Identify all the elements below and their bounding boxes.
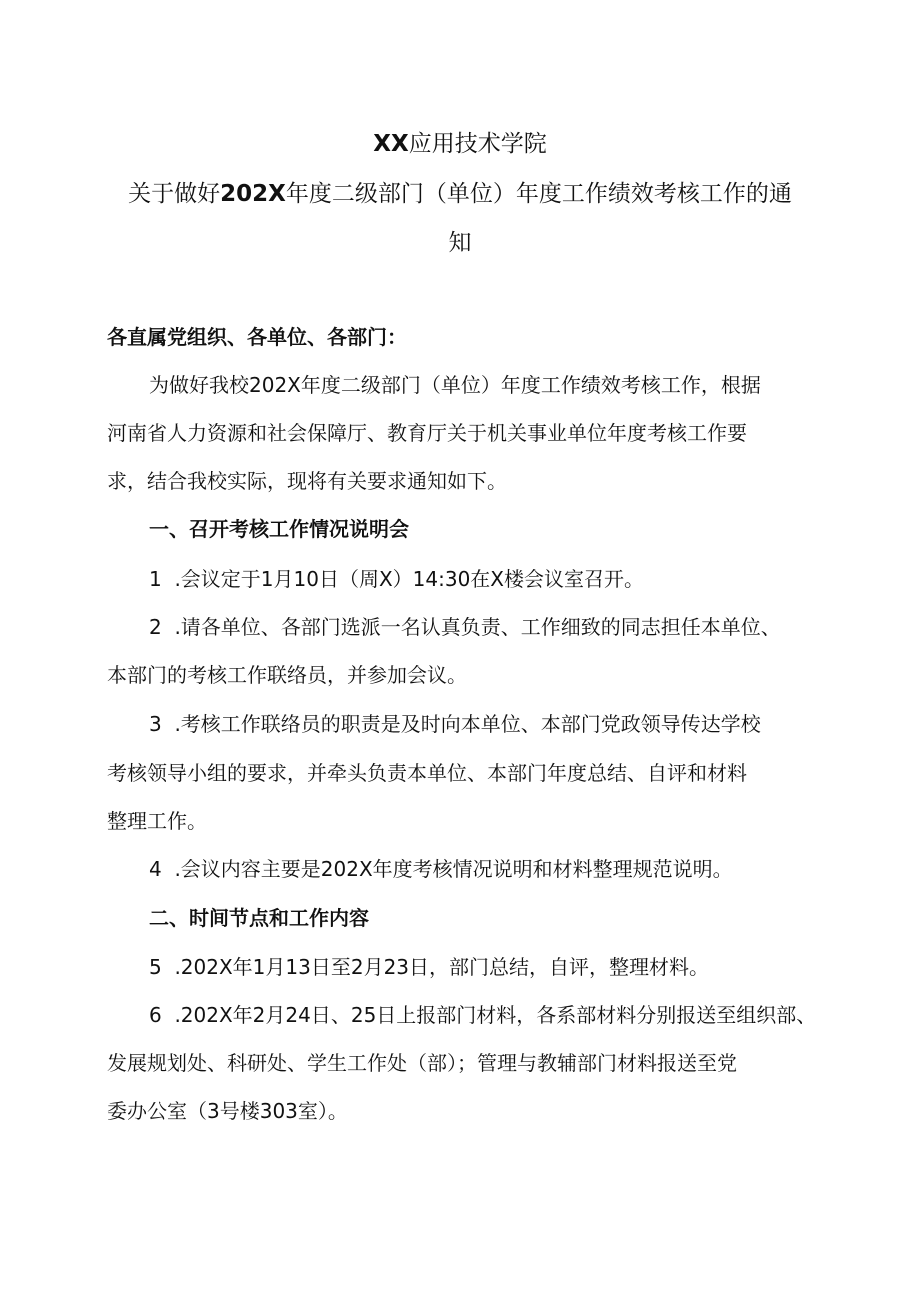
item-3-line-1: 3 .考核工作联络员的职责是及时向本单位、本部门党政领导传达学校 (149, 712, 761, 736)
document-title-line-1 (0, 129, 920, 159)
title-end: 知 (448, 230, 472, 256)
item-3-line-2: 考核领导小组的要求，并牵头负责本单位、本部门年度总结、自评和材料 (107, 761, 747, 785)
title-year: 202X (220, 181, 286, 207)
item-4-line-1: 4 .会议内容主要是202X年度考核情况说明和材料整理规范说明。 (149, 857, 733, 881)
section-heading-meeting: 一、召开考核工作情况说明会 (149, 517, 409, 541)
section-heading-timeline: 二、时间节点和工作内容 (149, 906, 369, 930)
item-6-line-3: 委办公室（3号楼303室）。 (107, 1099, 348, 1123)
title-prefix: 关于做好 (128, 181, 221, 207)
title-school-name: 应用技术学院 (408, 131, 547, 157)
intro-line-2: 河南省人力资源和社会保障厅、教育厅关于机关事业单位年度考核工作要 (107, 421, 747, 445)
item-2-line-1: 2 .请各单位、各部门选派一名认真负责、工作细致的同志担任本单位、 (149, 615, 781, 639)
intro-line-1: 为做好我校202X年度二级部门（单位）年度工作绩效考核工作，根据 (149, 373, 761, 397)
item-3-line-3: 整理工作。 (107, 809, 207, 833)
document-title-line-2 (0, 179, 920, 209)
item-5-line-1: 5 .202X年1月13日至2月23日，部门总结，自评，整理材料。 (149, 955, 710, 979)
item-2-line-2: 本部门的考核工作联络员，并参加会议。 (107, 663, 467, 687)
item-1-line-1: 1 .会议定于1月10日（周X）14:30在X楼会议室召开。 (149, 567, 645, 591)
item-6-line-1: 6 .202X年2月24日、25日上报部门材料，各系部材料分别报送至组织部、 (149, 1003, 817, 1027)
title-suffix: 年度二级部门（单位）年度工作绩效考核工作的通 (285, 181, 792, 207)
item-6-line-2: 发展规划处、科研处、学生工作处（部）；管理与教辅部门材料报送至党 (107, 1051, 737, 1075)
title-school-code: XX (373, 131, 409, 157)
intro-line-3: 求，结合我校实际，现将有关要求通知如下。 (107, 469, 507, 493)
document-title-line-3 (0, 228, 920, 258)
salutation: 各直属党组织、各单位、各部门： (107, 325, 407, 349)
